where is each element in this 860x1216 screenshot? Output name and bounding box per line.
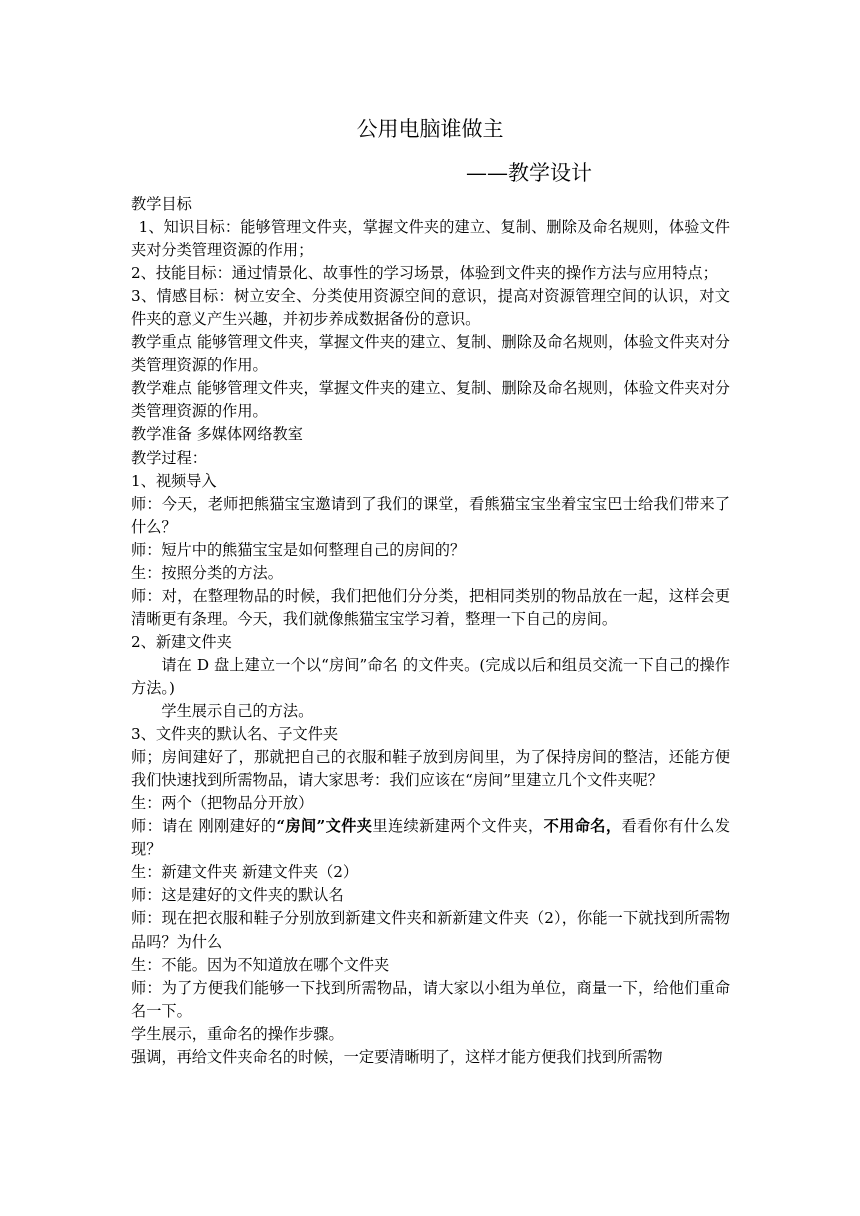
paragraph-10: 生：新建文件夹 新建文件夹（2）: [131, 863, 359, 882]
paragraph-1: 师：今天，老师把熊猫宝宝邀请到了我们的课堂，看熊猫宝宝坐着宝宝巴士给我们带来了什么？: [131, 494, 730, 536]
preparation: 教学准备 多媒体网络教室: [131, 425, 303, 444]
key-point: 教学重点 能够管理文件夹，掌握文件夹的建立、复制、删除及命名规则，体验文件夹对分类管理资源的作用。: [131, 333, 730, 375]
step-1-heading: 1、视频导入: [131, 471, 217, 490]
paragraph-13: 生：不能。因为不知道放在哪个文件夹: [131, 955, 390, 974]
paragraph-14: 师：为了方便我们能够一下找到所需物品，请大家以小组为单位，商量一下，给他们重命名一下。: [131, 978, 730, 1020]
paragraph-16: 强调，再给文件夹命名的时候，一定要清晰明了，这样才能方便我们找到所需物: [131, 1047, 663, 1066]
paragraph-9-part-a: 师：请在 刚刚建好的: [131, 817, 277, 836]
paragraph-8: 生：两个（把物品分开放）: [131, 794, 314, 813]
document-subtitle: ——教学设计: [466, 161, 592, 185]
document-title: 公用电脑谁做主: [356, 117, 504, 141]
step-3-heading: 3、文件夹的默认名、子文件夹: [131, 725, 339, 744]
goals-heading: 教学目标: [131, 195, 192, 213]
document-body: [131, 193, 730, 1069]
process-heading: 教学过程：: [131, 448, 207, 467]
paragraph-5: 请在 D 盘上建立一个以“房间”命名 的文件夹。(完成以后和组员交流一下自己的操作方法。): [131, 655, 730, 697]
goal-1: 1、知识目标：能够管理文件夹，掌握文件夹的建立、复制、删除及命名规则，体验文件夹对分类管理资源的作用；: [131, 218, 730, 260]
paragraph-2: 师：短片中的熊猫宝宝是如何整理自己的房间的？: [131, 540, 466, 559]
paragraph-9-bold-folder: “房间”文件夹: [276, 817, 373, 836]
paragraph-9-part-c: 里连续新建两个文件夹，: [372, 817, 544, 836]
paragraph-9-bold-no-name: 不用命名，: [543, 817, 622, 836]
difficulty: 教学难点 能够管理文件夹，掌握文件夹的建立、复制、删除及命名规则，体验文件夹对分类管理资源的作用。: [131, 379, 730, 421]
paragraph-12: 师：现在把衣服和鞋子分别放到新建文件夹和新新建文件夹（2），你能一下就找到所需物品吗？为什么: [131, 909, 730, 951]
goal-3: 3、情感目标：树立安全、分类使用资源空间的意识，提高对资源管理空间的认识，对文件夹的意义产生兴趣，并初步养成数据备份的意识。: [131, 287, 730, 329]
goal-2: 2、技能目标：通过情景化、故事性的学习场景，体验到文件夹的操作方法与应用特点；: [131, 264, 718, 283]
paragraph-6: 学生展示自己的方法。: [161, 702, 314, 721]
paragraph-9: [131, 815, 730, 861]
paragraph-7: 师；房间建好了，那就把自己的衣服和鞋子放到房间里，为了保持房间的整洁，还能方便我们快速找到所需物品，请大家思考：我们应该在“房间”里建立几个文件夹呢？: [131, 748, 730, 790]
paragraph-15: 学生展示，重命名的操作步骤。: [131, 1024, 344, 1043]
paragraph-11: 师：这是建好的文件夹的默认名: [131, 886, 344, 905]
paragraph-3: 生：按照分类的方法。: [131, 563, 283, 582]
step-2-heading: 2、新建文件夹: [131, 632, 232, 651]
paragraph-4: 师：对，在整理物品的时候，我们把他们分分类，把相同类别的物品放在一起，这样会更清晰更有条理。今天，我们就像熊猫宝宝学习着，整理一下自己的房间。: [131, 586, 730, 628]
paragraph-9-part-e: 看看你有什么发现？: [131, 817, 731, 859]
